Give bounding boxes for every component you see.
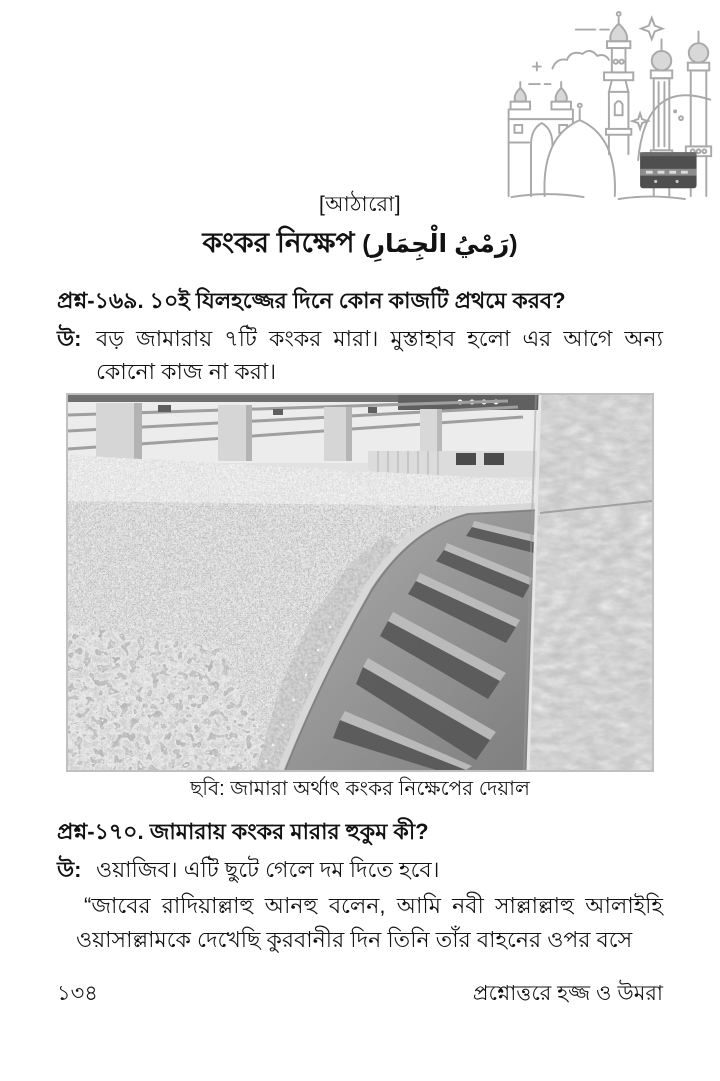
cloud-icon	[529, 30, 609, 85]
mosque-illustration	[494, 6, 718, 206]
chapter-number-label: [আঠারো]	[318, 193, 402, 216]
kaaba-icon	[640, 152, 696, 188]
chapter-title	[0, 221, 720, 268]
photo-stone-pillar	[524, 395, 652, 770]
answer-170	[57, 853, 663, 886]
question-169: প্রশ্ন-১৬৯. ১০ই যিলহজ্জের দিনে কোন কাজটি প্রথমে করব?	[57, 288, 566, 313]
dome-icon	[544, 104, 615, 197]
hadith-quote: “জাবের রাদিয়াল্লাহু আনহু বলেন, আমি নবী সাল্লাল্লাহু আলাইহি ওয়াসাল্লামকে দেখেছি কুরবানীর দিন তিনি তাঁর বাহনের ওপর বসে	[76, 893, 663, 952]
answer-text: ওয়াজিব। এটি ছুটে গেলে দম দিতে হবে।	[96, 857, 440, 882]
page-number: ১৩৪	[57, 982, 98, 1005]
answer-169	[57, 322, 663, 388]
minaret-icon	[604, 12, 633, 154]
question-170: প্রশ্ন-১৭০. জামারায় কংকর মারার হুকুম কী?	[57, 819, 429, 844]
page-footer	[57, 977, 663, 1012]
answer-label: উ:	[57, 326, 82, 351]
photo-caption: ছবি: জামারা অর্থাৎ কংকর নিক্ষেপের দেয়াল	[190, 778, 530, 800]
chapter-title-bengali: কংকর নিক্ষেপ	[202, 227, 355, 258]
book-title: প্রশ্নোত্তরে হজ্জ ও উমরা	[472, 982, 663, 1005]
answer-text: বড় জামারায় ৭টি কংকর মারা। মুস্তাহাব হলো এর আগে অন্য কোনো কাজ না করা।	[96, 326, 663, 384]
jamarat-photo	[66, 393, 654, 772]
answer-label: উ:	[57, 857, 82, 882]
chapter-title-arabic: (رَمْيُ الْجِمَارِ)	[362, 230, 518, 258]
